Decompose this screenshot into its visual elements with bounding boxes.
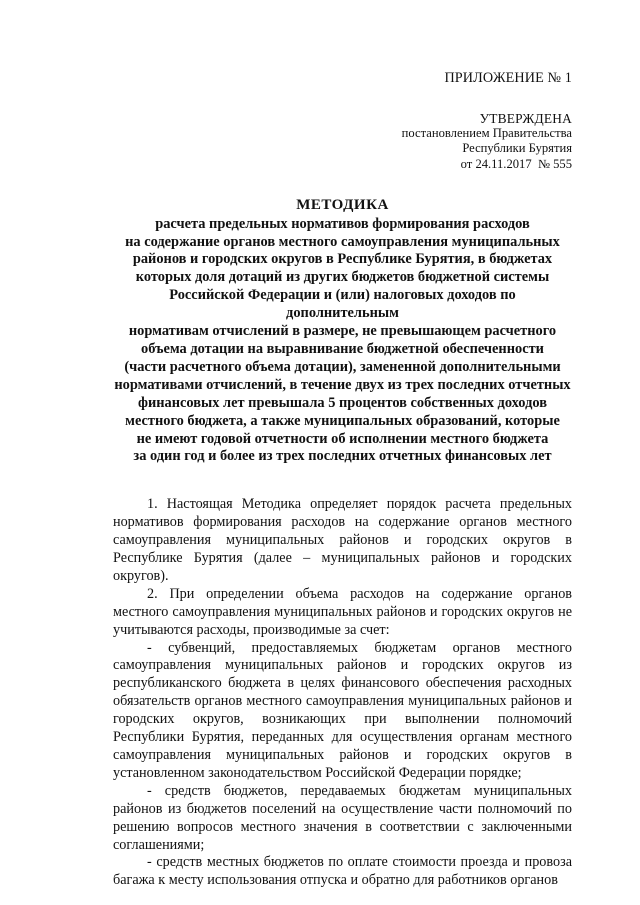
title-line: не имеют годовой отчетности об исполнении местного бюджета [136, 430, 549, 447]
title-line: на содержание органов местного самоуправления муниципальных [125, 233, 560, 250]
list-item-subventions: - субвенций, предоставляемых бюджетам органов местного самоуправления муниципальных районов и городских округов из республиканского бюджета в целях финансового обеспечения расходных обязательств органов местного самоуправления муниципальных районов и городских округов, возникающих при выполнении полномочий Республики Бурятия, переданных для осуществления органам местного самоуправления муниципальных районов и городских округов в установленном законодательством Российской Федерации порядке; [113, 639, 572, 781]
approval-line: постановлением Правительства [401, 126, 572, 141]
approval-line: Республики Бурятия [462, 141, 572, 156]
title-heading: МЕТОДИКА [296, 196, 389, 213]
document-title [113, 197, 572, 467]
title-line: за один год и более из трех последних отчетных финансовых лет [133, 448, 552, 465]
title-line: финансовых лет превышала 5 процентов собственных доходов [138, 394, 547, 411]
annex-label: ПРИЛОЖЕНИЕ № 1 [444, 70, 572, 86]
title-line: нормативам отчислений в размере, не превышающем расчетного [128, 323, 557, 340]
list-item-settlement-budgets: - средств бюджетов, передаваемых бюджетам муниципальных районов из бюджетов поселений на осуществление части полномочий по решению вопросов местного значения в соответствии с заключенными соглашениями; [113, 782, 572, 853]
title-line: объема дотации на выравнивание бюджетной обеспеченности [141, 340, 544, 357]
title-line: местного бюджета, а также муниципальных образований, которые [125, 412, 560, 429]
approval-heading: УТВЕРЖДЕНА [479, 110, 572, 126]
title-line: нормативами отчислений, в течение двух из трех последних отчетных [114, 376, 571, 393]
title-line: Российской Федерации и (или) налоговых доходов по дополнительным [169, 287, 516, 322]
title-line: (части расчетного объема дотации), замененной дополнительными [124, 358, 561, 375]
title-line: которых доля дотаций из других бюджетов бюджетной системы [135, 269, 550, 286]
title-line: районов и городских округов в Республике Бурятия, в бюджетах [132, 251, 553, 268]
paragraph-1: 1. Настоящая Методика определяет порядок расчета предельных нормативов формирования расходов на содержание органов местного самоуправления муниципальных районов и городских округов в Республике Бурятия (далее – муниципальных районов и городских округов). [113, 496, 572, 584]
paragraph-2: 2. При определении объема расходов на содержание органов местного самоуправления муниципальных районов и городских округов не учитываются расходы, производимые за счет: [113, 585, 572, 638]
approval-date: от 24.11.2017 № 555 [460, 156, 572, 171]
approval-block [113, 111, 572, 172]
list-item-travel-costs: - средств местных бюджетов по оплате стоимости проезда и провоза багажа к месту использования отпуска и обратно для работников органов [113, 854, 572, 889]
title-line: расчета предельных нормативов формирования расходов [155, 215, 530, 232]
document-body [113, 496, 572, 890]
